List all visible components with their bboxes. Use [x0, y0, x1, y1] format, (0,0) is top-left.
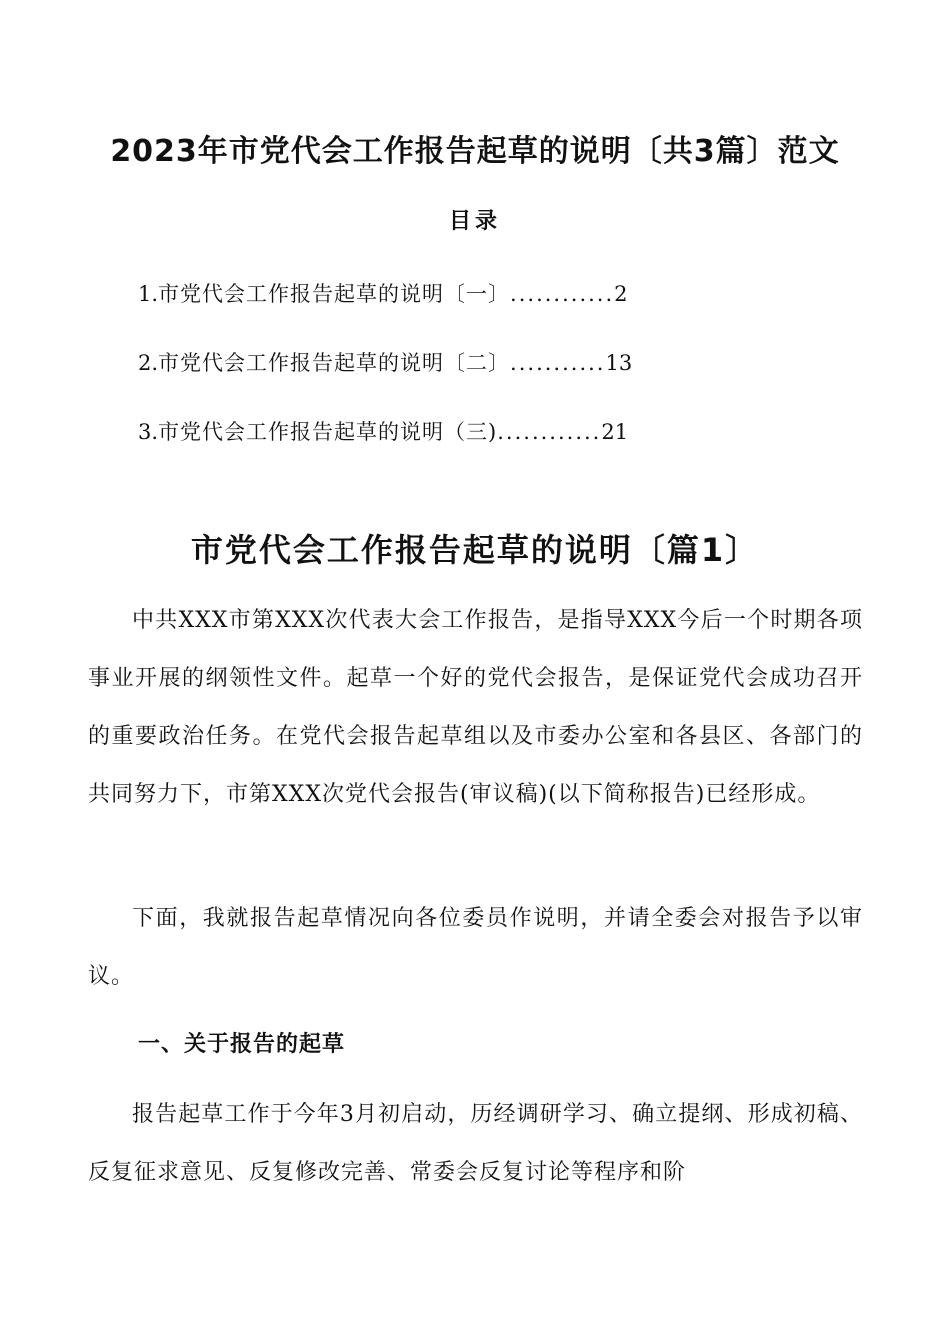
toc-entry-page: 21	[601, 420, 629, 444]
toc-entry-text: 市党代会工作报告起草的说明〔二〕	[158, 351, 511, 375]
toc-entry-number: 1.	[138, 282, 159, 306]
document-title: 2023年市党代会工作报告起草的说明〔共3篇〕范文	[110, 134, 840, 169]
section-subheading: 一、关于报告的起草	[138, 1032, 346, 1057]
body-paragraph-2: 下面，我就报告起草情况向各位委员作说明，并请全委会对报告予以审议。	[88, 906, 863, 989]
toc-entry-number: 3.	[138, 420, 159, 444]
toc-entry-text: 市党代会工作报告起草的说明（三)	[158, 420, 498, 444]
toc-entry-2[interactable]	[138, 345, 758, 381]
toc-entry-leader: ............	[510, 282, 615, 306]
section-title: 市党代会工作报告起草的说明〔篇1〕	[190, 531, 760, 569]
body-paragraph-3: 报告起草工作于今年3月初启动，历经调研学习、确立提纲、形成初稿、反复征求意见、反复修改完善、常委会反复讨论等程序和阶	[88, 1102, 863, 1185]
toc-entry-page: 13	[605, 351, 633, 375]
toc-entry-1[interactable]	[138, 276, 758, 312]
toc-entry-page: 2	[614, 282, 628, 306]
toc-heading: 目录	[448, 209, 501, 234]
toc-entry-3[interactable]	[138, 414, 758, 450]
body-paragraph-1: 中共XXX市第XXX次代表大会工作报告，是指导XXX今后一个时期各项事业开展的纲领性文件。起草一个好的党代会报告，是保证党代会成功召开的重要政治任务。在党代会报告起草组以及市委办公室和各县区、各部门的共同努力下，市第XXX次党代会报告(审议稿)(以下简称报告)已经形成。	[88, 608, 863, 807]
toc-entry-leader: ............	[497, 420, 602, 444]
toc-entry-leader: ...........	[510, 351, 606, 375]
toc-entry-text: 市党代会工作报告起草的说明〔一〕	[158, 282, 511, 306]
table-of-contents	[138, 276, 758, 483]
toc-entry-number: 2.	[138, 351, 159, 375]
